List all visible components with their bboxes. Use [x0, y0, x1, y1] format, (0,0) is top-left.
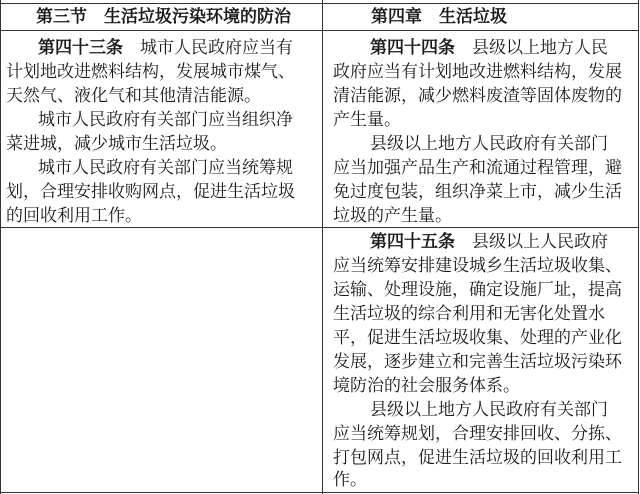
table-border-bottom — [0, 492, 639, 493]
article-45-number: 第四十五条 — [370, 232, 455, 252]
article-43-line-5: 城市人民政府有关部门应当统筹规 — [38, 158, 293, 178]
article-45-line-5: 发展，逐步建立和完善生活垃圾污染环 — [333, 352, 622, 372]
article-44-line-4: 县级以上地方人民政府有关部门 — [370, 134, 608, 154]
section-heading: 第三节 生活垃圾污染环境的防治 — [36, 7, 291, 27]
article-44-line-0: 县级以上地方人民 — [472, 38, 608, 58]
article-43-line-3: 城市人民政府有关部门应当组织净 — [38, 110, 293, 130]
article-43-line-0: 城市人民政府应当有 — [140, 38, 293, 58]
article-44-line-2: 清洁能源，减少燃料废渣等固体废物的 — [333, 86, 622, 106]
article-45-line-10: 作。 — [333, 470, 367, 490]
article-45-first-line — [370, 230, 608, 254]
article-44-number: 第四十四条 — [370, 38, 455, 58]
column-divider — [322, 0, 323, 494]
article-44-first-line — [370, 36, 608, 60]
table-border-left — [0, 0, 1, 494]
article-43-first-line — [38, 36, 293, 60]
article-43-line-4: 菜进城，减少城市生活垃圾。 — [6, 134, 227, 154]
article-44-line-1: 政府应当有计划地改进燃料结构，发展 — [333, 62, 622, 82]
article-45-line-9: 打包网点，促进生活垃圾的回收利用工 — [333, 448, 622, 468]
article-45-line-1: 应当统筹安排建设城乡生活垃圾收集、 — [333, 256, 622, 276]
article-43-line-6: 划，合理安排收购网点，促进生活垃圾 — [6, 182, 295, 202]
article-44-line-7: 垃圾的产生量。 — [333, 206, 452, 226]
article-44-line-6: 免过度包装，组织净菜上市，减少生活 — [333, 182, 622, 202]
article-45-line-8: 应当统筹规划，合理安排回收、分拣、 — [333, 424, 622, 444]
article-43-line-1: 计划地改进燃料结构，发展城市煤气、 — [6, 62, 295, 82]
article-43-line-2: 天然气、液化气和其他清洁能源。 — [6, 86, 261, 106]
chapter-heading: 第四章 生活垃圾 — [371, 7, 507, 27]
article-44-line-3: 产生量。 — [333, 110, 401, 130]
article-45-line-7: 县级以上地方人民政府有关部门 — [370, 400, 608, 420]
article-45-line-0: 县级以上人民政府 — [472, 232, 608, 252]
article-43-line-7: 的回收利用工作。 — [6, 206, 142, 226]
article-45-line-4: 平，促进生活垃圾收集、处理的产业化 — [333, 328, 622, 348]
article-45-line-2: 运输、处理设施，确定设施厂址，提高 — [333, 280, 622, 300]
table-border-right — [638, 0, 639, 494]
header-row-divider — [0, 30, 639, 31]
article-45-line-3: 生活垃圾的综合利用和无害化处置水 — [333, 304, 605, 324]
article-43-number: 第四十三条 — [38, 38, 123, 58]
table-border-top — [0, 3, 639, 4]
article-45-line-6: 境防治的社会服务体系。 — [333, 376, 520, 396]
article-44-line-5: 应当加强产品生产和流通过程管理，避 — [333, 158, 622, 178]
